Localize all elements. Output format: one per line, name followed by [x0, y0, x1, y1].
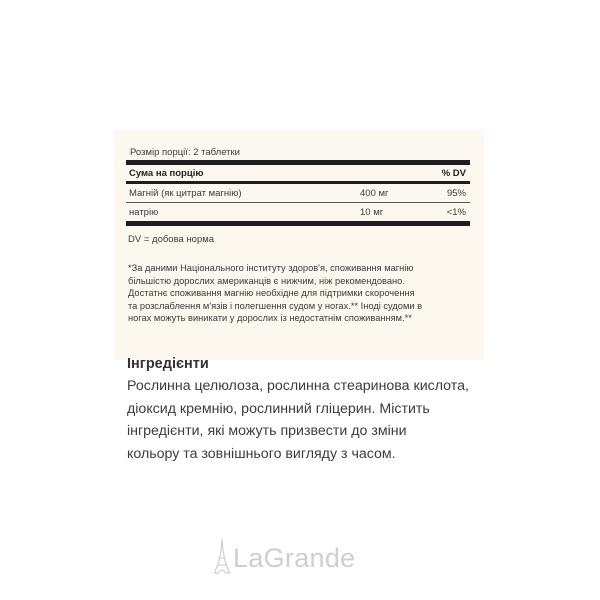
facts-header-row	[126, 165, 470, 181]
nutrient-amount: 400 мг	[360, 187, 389, 199]
footnote-line: ногах можуть виникати у дорослих із недостатнім споживанням.**	[128, 313, 412, 324]
nutrient-dv: <1%	[446, 206, 466, 218]
footnote-line: та розслаблення м'язів і полегшення судом у ногах.** Іноді судоми в	[128, 300, 423, 311]
ingredients-line: інгредієнти, які можуть призвести до зміни	[127, 423, 407, 439]
footnote-line: *За даними Національного інституту здоров'я, споживання магнію	[128, 263, 414, 273]
nutrient-row-magnesium	[126, 184, 470, 202]
serving-size: Розмір порції: 2 таблетки	[130, 147, 240, 158]
ingredients-text	[127, 375, 482, 465]
dv-column-label: % DV	[441, 167, 466, 179]
footnote	[128, 262, 473, 325]
nutrient-amount: 10 мг	[360, 206, 384, 218]
ingredients-title: Інгредієнти	[127, 356, 209, 372]
footnote-line: більшістю дорослих американців є нижчим, ніж рекомендовано.	[128, 275, 405, 286]
ingredients-line: Рослинна целюлоза, рослинна стеаринова кислота,	[127, 378, 469, 394]
watermark-text: LaGrande	[233, 542, 356, 573]
dv-note: DV = добова норма	[128, 234, 215, 245]
nutrient-dv: 95%	[446, 187, 466, 199]
ingredients-section	[127, 356, 482, 465]
ingredients-line: діоксид кремнію, рослинний гліцерин. Містить	[127, 400, 430, 417]
watermark-logo	[214, 538, 356, 578]
ingredients-line: кольору та зовнішнього вигляду з часом.	[127, 445, 396, 462]
footnote-line: Достатнє споживання магнію необхідне для підтримки скорочення	[128, 288, 415, 299]
eiffel-tower-icon	[214, 538, 230, 579]
nutrient-row-sodium	[126, 203, 470, 221]
amount-per-serving-label: Сума на порцію	[129, 167, 204, 179]
nutrient-name: натрію	[129, 206, 159, 218]
nutrient-name: Магній (як цитрат магнію)	[129, 187, 242, 199]
divider-thick	[126, 221, 470, 226]
supplement-facts-table	[126, 146, 470, 245]
